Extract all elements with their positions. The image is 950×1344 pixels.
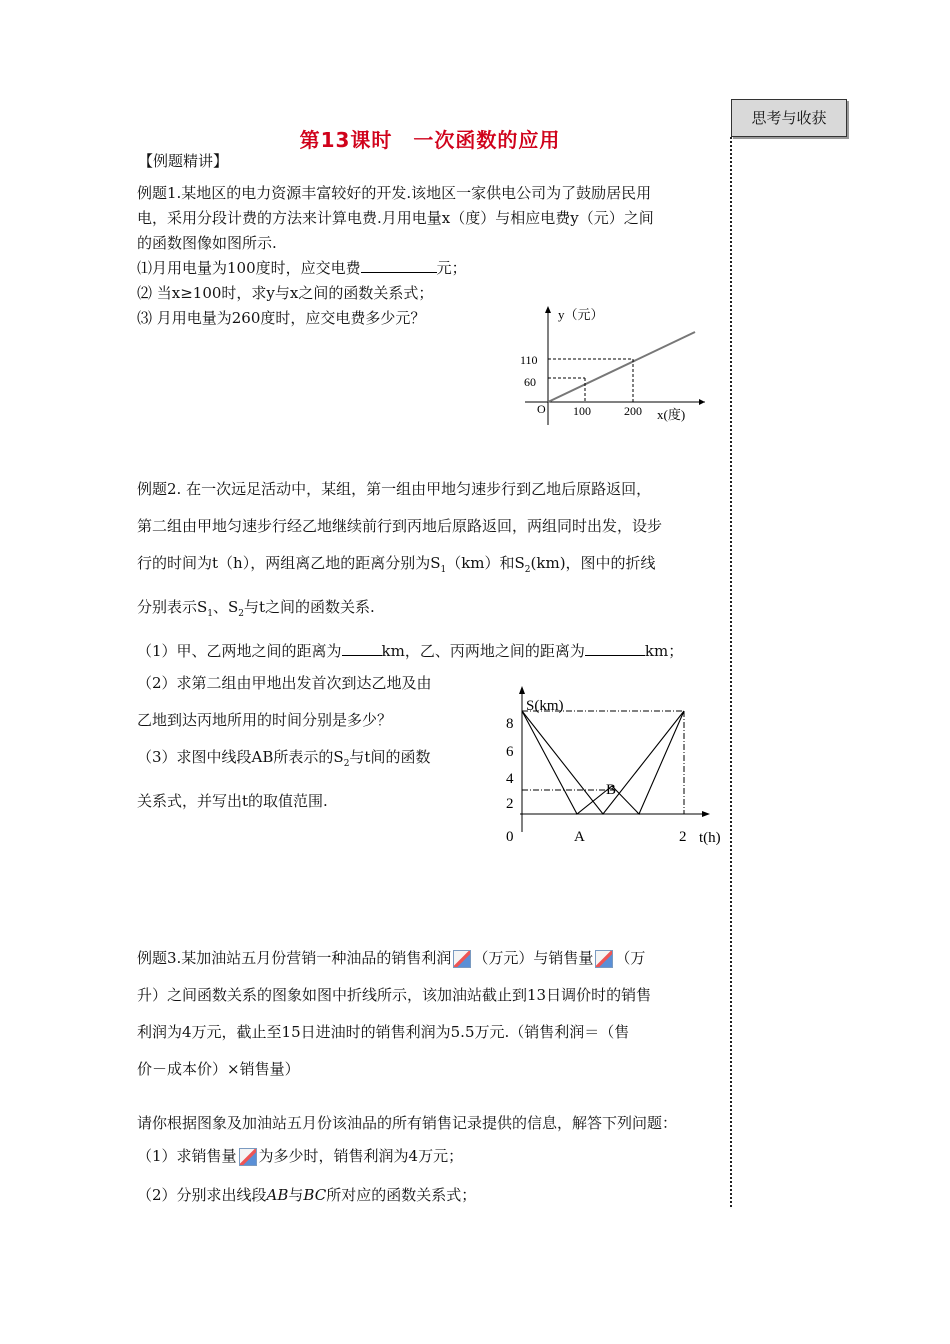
distance-chart <box>500 682 730 852</box>
example3-line1-c: （万 <box>615 949 646 967</box>
subscript-1: 1 <box>207 609 214 619</box>
example2-question2-b: 乙地到达丙地所用的时间分别是多少？ <box>137 711 393 729</box>
example1-line1: 例题1.某地区的电力资源丰富较好的开发.该地区一家供电公司为了鼓励居民用 <box>137 184 652 202</box>
point-a-label: A <box>574 829 585 845</box>
y-axis-label: y（元） <box>558 307 604 322</box>
example2-line2: 第二组由甲地匀速步行经乙地继续前行到丙地后原路返回，两组同时出发，设步 <box>137 517 663 535</box>
y-tick-110: 110 <box>520 353 538 367</box>
subscript-1: 1 <box>440 565 447 575</box>
subscript-2: 2 <box>343 759 350 769</box>
s-tick-4: 4 <box>506 771 514 787</box>
example2-question3-c: 关系式，并写出t的取值范围. <box>137 792 328 810</box>
x-tick-200: 200 <box>624 404 642 418</box>
s-tick-6: 6 <box>506 744 514 760</box>
broken-image-icon <box>239 1148 257 1166</box>
fee-line <box>548 332 695 402</box>
example3-line1-b: （万元）与销售量 <box>473 949 594 967</box>
answer-blank[interactable] <box>342 639 382 656</box>
example1-question3: ⑶ 月用电量为260度时，应交电费多少元？ <box>137 309 426 327</box>
example1-question2: ⑵ 当x≥100时，求y与x之间的函数关系式； <box>137 284 434 302</box>
example2-line4-b: 、S <box>213 598 239 616</box>
example3-question1-a: （1）求销售量 <box>137 1147 237 1165</box>
example2-line4-a: 分别表示S <box>137 598 208 616</box>
y-axis-arrow <box>545 306 551 313</box>
example3-line4: 价－成本价）×销售量） <box>137 1060 300 1078</box>
example2-question1-b: km，乙、丙两地之间的距离为 <box>381 642 585 660</box>
answer-blank[interactable] <box>361 256 437 273</box>
sidebar-notes-box: 思考与收获 <box>731 99 847 137</box>
s2-polyline <box>522 711 684 814</box>
example3-line3: 利润为4万元，截止至15日进油时的销售利润为5.5万元.（销售利润＝（售 <box>137 1023 630 1041</box>
example2-question3-text: （3）求图中线段AB所表示的S <box>137 748 344 766</box>
s-axis-label: S(km) <box>526 698 564 714</box>
example3-question1-b: 为多少时，销售利润为4万元； <box>258 1147 464 1165</box>
segment-bc: BC <box>303 1186 327 1204</box>
example2-subquestions <box>137 665 487 820</box>
example3-question1 <box>137 1142 737 1171</box>
electricity-chart <box>515 300 715 430</box>
example3-line2: 升）之间函数关系的图象如图中折线所示，该加油站截止到13日调价时的销售 <box>137 986 652 1004</box>
example2-line4 <box>137 589 727 633</box>
section-heading: 【例题精讲】 <box>138 152 229 170</box>
example3-line1 <box>137 940 727 977</box>
example2-line1: 例题2. 在一次远足活动中，某组，第一组由甲地匀速步行到乙地后原路返回， <box>137 480 652 498</box>
t-tick-2: 2 <box>679 829 687 845</box>
answer-blank[interactable] <box>585 639 645 656</box>
s-axis-arrow <box>519 686 525 694</box>
origin-label: O <box>537 402 546 416</box>
example2-line3 <box>137 545 727 589</box>
example3-question2-c: 所对应的函数关系式； <box>326 1186 477 1204</box>
x-axis-label: x(度) <box>657 407 686 422</box>
example2-line4-c: 与t之间的函数关系. <box>244 598 375 616</box>
s1-polyline <box>522 711 684 814</box>
segment-ab: AB <box>266 1186 289 1204</box>
example3-line1-a: 例题3.某加油站五月份营销一种油品的销售利润 <box>137 949 452 967</box>
example1-line3: 的函数图像如图所示. <box>137 234 277 252</box>
example2-question1-a: （1）甲、乙两地之间的距离为 <box>137 642 342 660</box>
x-axis-arrow <box>699 399 705 405</box>
example2-question3-a <box>137 739 487 783</box>
broken-image-icon <box>595 950 613 968</box>
example2-question1-c: km； <box>644 642 684 660</box>
example2-line3-b: （km）和S <box>446 554 525 572</box>
broken-image-icon <box>453 950 471 968</box>
example3-line5: 请你根据图象及加油站五月份该油品的所有销售记录提供的信息，解答下列问题： <box>137 1114 678 1132</box>
example3-questions <box>137 1109 737 1210</box>
example2-line3-a: 行的时间为t（h），两组离乙地的距离分别为S <box>137 554 441 572</box>
t-axis-label: t(h) <box>699 830 721 846</box>
subscript-2: 2 <box>524 565 531 575</box>
example2-text <box>137 471 727 670</box>
origin-label: 0 <box>506 829 514 845</box>
x-tick-100: 100 <box>573 404 591 418</box>
t-axis-arrow <box>702 811 710 817</box>
example3-question2-mid: 与 <box>288 1186 304 1204</box>
y-tick-60: 60 <box>524 375 536 389</box>
example3-question2 <box>137 1181 737 1210</box>
example2-line3-c: (km)，图中的折线 <box>530 554 656 572</box>
example1-question1 <box>137 256 727 281</box>
s-tick-2: 2 <box>506 796 514 812</box>
s-tick-8: 8 <box>506 716 514 732</box>
point-b-label: B <box>606 782 617 798</box>
page-title: 第13课时 一次函数的应用 <box>299 128 561 152</box>
subscript-2: 2 <box>238 609 245 619</box>
example2-question2-a: （2）求第二组由甲地出发首次到达乙地及由 <box>137 674 432 692</box>
example1-question1-unit: 元； <box>436 259 467 277</box>
sidebar-divider <box>730 137 732 1207</box>
example3-question2-a: （2）分别求出线段 <box>137 1186 267 1204</box>
example1-line2: 电，采用分段计费的方法来计算电费.月用电量x（度）与相应电费y（元）之间 <box>137 209 654 227</box>
example1-question1-text: ⑴月用电量为100度时，应交电费 <box>137 259 361 277</box>
example3-text <box>137 940 727 1088</box>
example2-question3-text-b: 与t间的函数 <box>349 748 431 766</box>
